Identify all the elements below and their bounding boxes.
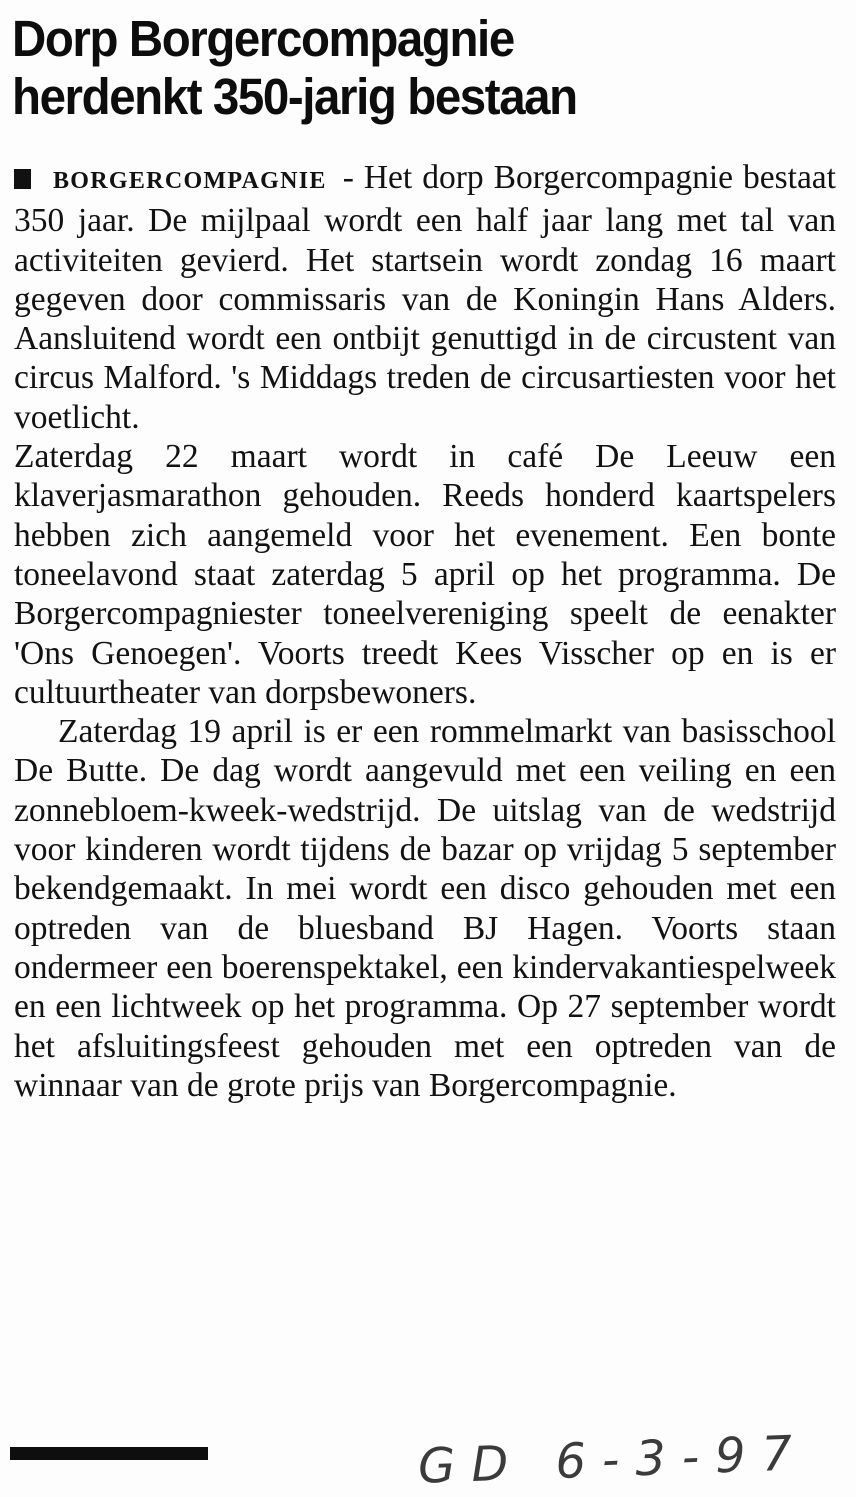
black-square-bullet-icon: [14, 169, 31, 189]
handwritten-date: GD 6-3-97: [417, 1425, 810, 1495]
article-body: [14, 158, 836, 1105]
end-of-article-bar: [10, 1447, 208, 1460]
headline-line-2: herdenkt 350-jarig bestaan: [12, 68, 577, 125]
headline-line-1: Dorp Borgercompagnie: [12, 10, 514, 67]
headline: [12, 10, 784, 126]
paragraph-1-text: Het dorp Borgercompagnie bestaat 350 jaar. De mijlpaal wordt een half jaar lang met tal van activiteiten gevierd. Het startsein wordt zondag 16 maart gegeven door commissaris van de Koningin Hans Alders. Aansluitend wordt een ontbijt genuttigd in de circustent van circus Malford. 's Middags treden de circusartiesten voor het voetlicht.: [14, 159, 836, 436]
dateline: BORGERCOMPAGNIE: [53, 168, 327, 194]
dateline-dash: -: [342, 159, 354, 196]
paragraph-3: Zaterdag 19 april is er een rommelmarkt van basisschool De Butte. De dag wordt aangevuld met een veiling en een zonnebloem-kweek-wedstrijd. De uitslag van de wedstrijd voor kinderen wordt tijdens de bazar op vrijdag 5 september bekendgemaakt. In mei wordt een disco gehouden met een optreden van de bluesband BJ Hagen. Voorts staan ondermeer een boerenspektakel, een kindervakantiespelweek en een lichtweek op het programma. Op 27 september wordt het afsluitingsfeest gehouden met een optreden van de winnaar van de grote prijs van Borgercompagnie.: [14, 713, 836, 1104]
paragraph-1: [14, 158, 836, 437]
paragraph-2: Zaterdag 22 maart wordt in café De Leeuw een klaverjasmarathon gehouden. Reeds honderd kaartspelers hebben zich aangemeld voor het evenement. Een bonte toneelavond staat zaterdag 5 april op het programma. De Borgercompagniester toneelvereniging speelt de eenakter 'Ons Genoegen'. Voorts treedt Kees Visscher op en is er cultuurtheater van dorpsbewoners.: [14, 438, 836, 711]
